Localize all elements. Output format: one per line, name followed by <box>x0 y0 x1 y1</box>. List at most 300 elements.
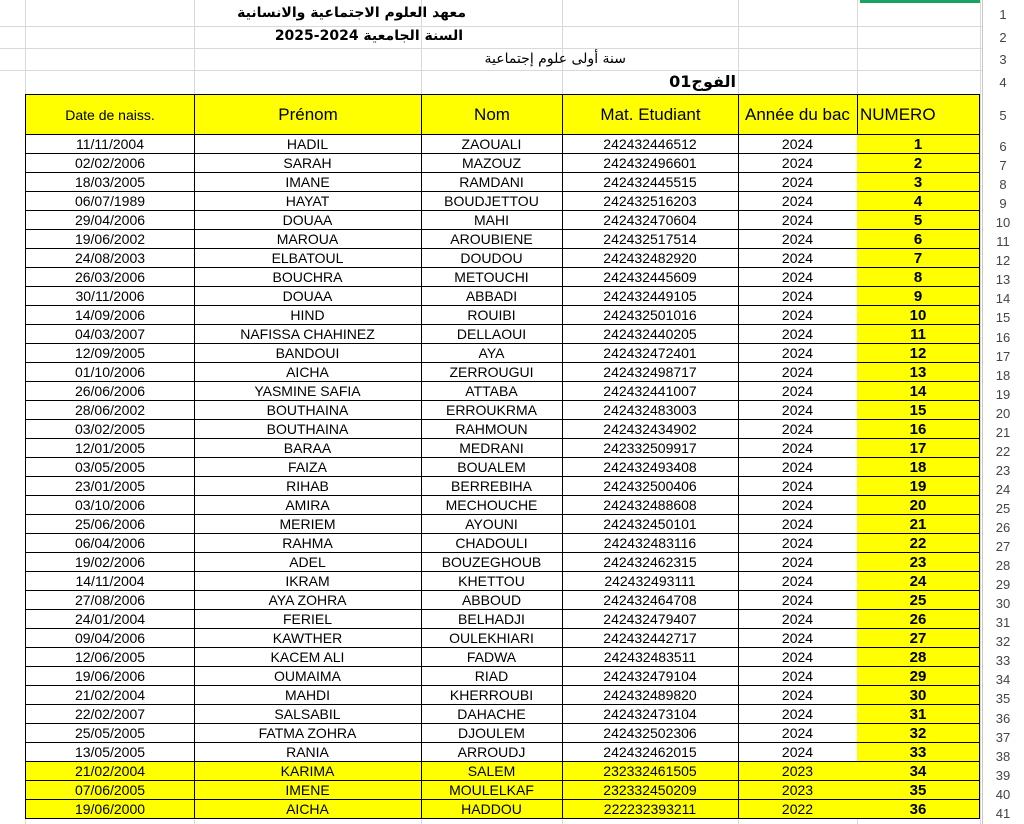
row-number[interactable]: 33 <box>995 653 1011 669</box>
cell-prenom[interactable]: DOUAA <box>194 287 422 306</box>
table-row[interactable] <box>25 705 980 724</box>
cell-date-de-naissance[interactable]: 21/02/2004 <box>25 762 195 781</box>
cell-annee-bac[interactable]: 2024 <box>738 515 858 534</box>
cell-numero[interactable]: 8 <box>857 268 980 287</box>
cell-numero[interactable]: 32 <box>857 724 980 743</box>
cell-nom[interactable]: ROUIBI <box>421 306 563 325</box>
row-number[interactable]: 30 <box>995 596 1011 612</box>
cell-prenom[interactable]: KARIMA <box>194 762 422 781</box>
row-number[interactable]: 32 <box>995 634 1011 650</box>
cell-date-de-naissance[interactable]: 21/02/2004 <box>25 686 195 705</box>
cell-nom[interactable]: AYOUNI <box>421 515 563 534</box>
cell-date-de-naissance[interactable]: 14/11/2004 <box>25 572 195 591</box>
cell-matricule[interactable]: 242432445515 <box>562 173 739 192</box>
cell-nom[interactable]: ERROUKRMA <box>421 401 563 420</box>
cell-matricule[interactable]: 242432449105 <box>562 287 739 306</box>
cell-date-de-naissance[interactable]: 18/03/2005 <box>25 173 195 192</box>
table-row[interactable] <box>25 211 980 230</box>
cell-matricule[interactable]: 242432483511 <box>562 648 739 667</box>
row-number[interactable]: 38 <box>995 748 1011 764</box>
row-number[interactable]: 39 <box>995 767 1011 783</box>
cell-annee-bac[interactable]: 2024 <box>738 705 858 724</box>
cell-annee-bac[interactable]: 2023 <box>738 781 858 800</box>
cell-annee-bac[interactable]: 2024 <box>738 268 858 287</box>
row-number[interactable]: 24 <box>995 481 1011 497</box>
institute-title[interactable]: معهد العلوم الاجتماعية والانسانية <box>237 5 466 21</box>
row-number[interactable]: 1 <box>999 7 1007 22</box>
cell-numero[interactable]: 19 <box>857 477 980 496</box>
cell-matricule[interactable]: 242432489820 <box>562 686 739 705</box>
header-numero[interactable]: NUMERO <box>857 94 980 135</box>
cell-date-de-naissance[interactable]: 23/01/2005 <box>25 477 195 496</box>
table-row[interactable] <box>25 629 980 648</box>
cell-matricule[interactable]: 242432434902 <box>562 420 739 439</box>
cell-prenom[interactable]: RANIA <box>194 743 422 762</box>
cell-date-de-naissance[interactable]: 19/02/2006 <box>25 553 195 572</box>
cell-numero[interactable]: 27 <box>857 629 980 648</box>
cell-matricule[interactable]: 242432446512 <box>562 135 739 154</box>
cell-date-de-naissance[interactable]: 29/04/2006 <box>25 211 195 230</box>
cell-date-de-naissance[interactable]: 11/11/2004 <box>25 135 195 154</box>
cell-annee-bac[interactable]: 2024 <box>738 211 858 230</box>
cell-nom[interactable]: MECHOUCHE <box>421 496 563 515</box>
cell-numero[interactable]: 33 <box>857 743 980 762</box>
table-row[interactable] <box>25 762 980 781</box>
cell-date-de-naissance[interactable]: 03/10/2006 <box>25 496 195 515</box>
cell-matricule[interactable]: 242432502306 <box>562 724 739 743</box>
cell-matricule[interactable]: 242432496601 <box>562 154 739 173</box>
row-number[interactable]: 40 <box>995 786 1011 802</box>
cell-matricule[interactable]: 242432462015 <box>562 743 739 762</box>
cell-prenom[interactable]: BOUTHAINA <box>194 401 422 420</box>
cell-annee-bac[interactable]: 2024 <box>738 382 858 401</box>
cell-prenom[interactable]: MERIEM <box>194 515 422 534</box>
cell-prenom[interactable]: HIND <box>194 306 422 325</box>
cell-matricule[interactable]: 242432441007 <box>562 382 739 401</box>
cell-nom[interactable]: KHERROUBI <box>421 686 563 705</box>
cell-prenom[interactable]: YASMINE SAFIA <box>194 382 422 401</box>
cell-numero[interactable]: 2 <box>857 154 980 173</box>
cell-numero[interactable]: 30 <box>857 686 980 705</box>
cell-date-de-naissance[interactable]: 12/09/2005 <box>25 344 195 363</box>
cell-annee-bac[interactable]: 2024 <box>738 344 858 363</box>
cell-date-de-naissance[interactable]: 03/02/2005 <box>25 420 195 439</box>
cell-nom[interactable]: BOUDJETTOU <box>421 192 563 211</box>
cell-date-de-naissance[interactable]: 12/06/2005 <box>25 648 195 667</box>
cell-numero[interactable]: 1 <box>857 135 980 154</box>
cell-prenom[interactable]: SALSABIL <box>194 705 422 724</box>
row-number[interactable]: 36 <box>995 710 1011 726</box>
cell-annee-bac[interactable]: 2024 <box>738 306 858 325</box>
cell-date-de-naissance[interactable]: 04/03/2007 <box>25 325 195 344</box>
cell-annee-bac[interactable]: 2024 <box>738 363 858 382</box>
cell-prenom[interactable]: ADEL <box>194 553 422 572</box>
table-row[interactable] <box>25 401 980 420</box>
cell-annee-bac[interactable]: 2024 <box>738 230 858 249</box>
cell-annee-bac[interactable]: 2024 <box>738 496 858 515</box>
cell-nom[interactable]: SALEM <box>421 762 563 781</box>
cell-prenom[interactable]: AYA ZOHRA <box>194 591 422 610</box>
cell-prenom[interactable]: MAROUA <box>194 230 422 249</box>
row-number[interactable]: 21 <box>995 424 1011 440</box>
cell-numero[interactable]: 24 <box>857 572 980 591</box>
cell-numero[interactable]: 26 <box>857 610 980 629</box>
cell-prenom[interactable]: FERIEL <box>194 610 422 629</box>
cell-prenom[interactable]: KAWTHER <box>194 629 422 648</box>
cell-nom[interactable]: AYA <box>421 344 563 363</box>
row-number[interactable]: 2 <box>999 30 1007 45</box>
cell-numero[interactable]: 31 <box>857 705 980 724</box>
row-number[interactable]: 9 <box>999 196 1007 212</box>
cell-annee-bac[interactable]: 2024 <box>738 572 858 591</box>
cell-prenom[interactable]: IMENE <box>194 781 422 800</box>
cell-numero[interactable]: 17 <box>857 439 980 458</box>
table-row[interactable] <box>25 230 980 249</box>
table-row[interactable] <box>25 344 980 363</box>
cell-annee-bac[interactable]: 2024 <box>738 249 858 268</box>
row-number[interactable]: 16 <box>995 329 1011 345</box>
cell-numero[interactable]: 10 <box>857 306 980 325</box>
cell-date-de-naissance[interactable]: 22/02/2007 <box>25 705 195 724</box>
cell-matricule[interactable]: 242332509917 <box>562 439 739 458</box>
row-number[interactable]: 8 <box>999 177 1007 193</box>
cell-prenom[interactable]: RAHMA <box>194 534 422 553</box>
cell-nom[interactable]: METOUCHI <box>421 268 563 287</box>
table-row[interactable] <box>25 496 980 515</box>
cell-nom[interactable]: FADWA <box>421 648 563 667</box>
cell-numero[interactable]: 28 <box>857 648 980 667</box>
cell-prenom[interactable]: FATMA ZOHRA <box>194 724 422 743</box>
cell-nom[interactable]: RIAD <box>421 667 563 686</box>
row-number[interactable]: 28 <box>995 558 1011 574</box>
table-row[interactable] <box>25 287 980 306</box>
cell-date-de-naissance[interactable]: 06/04/2006 <box>25 534 195 553</box>
cell-numero[interactable]: 9 <box>857 287 980 306</box>
cell-numero[interactable]: 12 <box>857 344 980 363</box>
header-date-de-naissance[interactable]: Date de naiss. <box>25 94 195 135</box>
cell-date-de-naissance[interactable]: 07/06/2005 <box>25 781 195 800</box>
cell-matricule[interactable]: 242432488608 <box>562 496 739 515</box>
cell-matricule[interactable]: 242432498717 <box>562 363 739 382</box>
row-number[interactable]: 17 <box>995 348 1011 364</box>
cell-prenom[interactable]: AICHA <box>194 363 422 382</box>
level-title[interactable]: سنة أولى علوم إجتماعية <box>484 51 626 67</box>
row-number[interactable]: 7 <box>999 158 1007 174</box>
cell-prenom[interactable]: BOUCHRA <box>194 268 422 287</box>
cell-nom[interactable]: BERREBIHA <box>421 477 563 496</box>
cell-numero[interactable]: 18 <box>857 458 980 477</box>
cell-date-de-naissance[interactable]: 01/10/2006 <box>25 363 195 382</box>
cell-nom[interactable]: BOUALEM <box>421 458 563 477</box>
header-matricule[interactable]: Mat. Etudiant <box>562 94 739 135</box>
cell-numero[interactable]: 20 <box>857 496 980 515</box>
cell-date-de-naissance[interactable]: 26/06/2006 <box>25 382 195 401</box>
row-number[interactable]: 10 <box>995 215 1011 231</box>
row-number[interactable]: 14 <box>995 291 1011 307</box>
cell-nom[interactable]: DELLAOUI <box>421 325 563 344</box>
table-row[interactable] <box>25 439 980 458</box>
cell-date-de-naissance[interactable]: 09/04/2006 <box>25 629 195 648</box>
row-number[interactable]: 18 <box>995 367 1011 383</box>
header-prenom[interactable]: Prénom <box>194 94 422 135</box>
table-row[interactable] <box>25 173 980 192</box>
cell-matricule[interactable]: 242432516203 <box>562 192 739 211</box>
cell-matricule[interactable]: 242432450101 <box>562 515 739 534</box>
cell-date-de-naissance[interactable]: 25/05/2005 <box>25 724 195 743</box>
cell-annee-bac[interactable]: 2024 <box>738 686 858 705</box>
cell-nom[interactable]: MAZOUZ <box>421 154 563 173</box>
cell-nom[interactable]: ABBOUD <box>421 591 563 610</box>
row-number[interactable]: 4 <box>999 75 1007 90</box>
cell-annee-bac[interactable]: 2022 <box>738 800 858 819</box>
table-row[interactable] <box>25 553 980 572</box>
cell-date-de-naissance[interactable]: 28/06/2002 <box>25 401 195 420</box>
cell-prenom[interactable]: RIHAB <box>194 477 422 496</box>
row-number[interactable]: 27 <box>995 539 1011 555</box>
cell-annee-bac[interactable]: 2024 <box>738 629 858 648</box>
cell-annee-bac[interactable]: 2024 <box>738 287 858 306</box>
cell-annee-bac[interactable]: 2024 <box>738 420 858 439</box>
table-row[interactable] <box>25 458 980 477</box>
cell-prenom[interactable]: DOUAA <box>194 211 422 230</box>
cell-matricule[interactable]: 242432473104 <box>562 705 739 724</box>
cell-annee-bac[interactable]: 2024 <box>738 401 858 420</box>
cell-annee-bac[interactable]: 2023 <box>738 762 858 781</box>
cell-nom[interactable]: BOUZEGHOUB <box>421 553 563 572</box>
cell-matricule[interactable]: 242432479104 <box>562 667 739 686</box>
row-number[interactable]: 22 <box>995 443 1011 459</box>
cell-date-de-naissance[interactable]: 19/06/2002 <box>25 230 195 249</box>
table-row[interactable] <box>25 249 980 268</box>
cell-annee-bac[interactable]: 2024 <box>738 743 858 762</box>
cell-nom[interactable]: BELHADJI <box>421 610 563 629</box>
cell-numero[interactable]: 34 <box>857 762 980 781</box>
cell-matricule[interactable]: 242432445609 <box>562 268 739 287</box>
cell-annee-bac[interactable]: 2024 <box>738 553 858 572</box>
cell-annee-bac[interactable]: 2024 <box>738 591 858 610</box>
cell-prenom[interactable]: KACEM ALI <box>194 648 422 667</box>
row-number[interactable]: 41 <box>995 805 1011 821</box>
cell-nom[interactable]: MEDRANI <box>421 439 563 458</box>
row-number[interactable]: 23 <box>995 462 1011 478</box>
cell-annee-bac[interactable]: 2024 <box>738 610 858 629</box>
cell-annee-bac[interactable]: 2024 <box>738 477 858 496</box>
cell-date-de-naissance[interactable]: 14/09/2006 <box>25 306 195 325</box>
table-row[interactable] <box>25 781 980 800</box>
cell-numero[interactable]: 23 <box>857 553 980 572</box>
cell-nom[interactable]: MAHI <box>421 211 563 230</box>
cell-numero[interactable]: 21 <box>857 515 980 534</box>
row-number[interactable]: 37 <box>995 729 1011 745</box>
cell-nom[interactable]: ZERROUGUI <box>421 363 563 382</box>
cell-nom[interactable]: DOUDOU <box>421 249 563 268</box>
row-number[interactable]: 15 <box>995 310 1011 326</box>
row-number[interactable]: 12 <box>995 253 1011 269</box>
cell-prenom[interactable]: IMANE <box>194 173 422 192</box>
row-number[interactable]: 13 <box>995 272 1011 288</box>
cell-nom[interactable]: DAHACHE <box>421 705 563 724</box>
cell-date-de-naissance[interactable]: 27/08/2006 <box>25 591 195 610</box>
cell-numero[interactable]: 16 <box>857 420 980 439</box>
cell-numero[interactable]: 5 <box>857 211 980 230</box>
cell-matricule[interactable]: 242432442717 <box>562 629 739 648</box>
cell-prenom[interactable]: HAYAT <box>194 192 422 211</box>
cell-numero[interactable]: 3 <box>857 173 980 192</box>
cell-nom[interactable]: DJOULEM <box>421 724 563 743</box>
cell-nom[interactable]: RAHMOUN <box>421 420 563 439</box>
table-row[interactable] <box>25 154 980 173</box>
header-nom[interactable]: Nom <box>421 94 563 135</box>
cell-numero[interactable]: 7 <box>857 249 980 268</box>
cell-prenom[interactable]: SARAH <box>194 154 422 173</box>
cell-numero[interactable]: 15 <box>857 401 980 420</box>
cell-nom[interactable]: ZAOUALI <box>421 135 563 154</box>
cell-numero[interactable]: 22 <box>857 534 980 553</box>
cell-date-de-naissance[interactable]: 24/08/2003 <box>25 249 195 268</box>
cell-prenom[interactable]: IKRAM <box>194 572 422 591</box>
cell-annee-bac[interactable]: 2024 <box>738 667 858 686</box>
row-number[interactable]: 31 <box>995 615 1011 631</box>
row-number[interactable]: 25 <box>995 500 1011 516</box>
cell-date-de-naissance[interactable]: 02/02/2006 <box>25 154 195 173</box>
academic-year[interactable]: السنة الجامعية 2024-2025 <box>274 28 463 44</box>
cell-numero[interactable]: 14 <box>857 382 980 401</box>
cell-nom[interactable]: RAMDANI <box>421 173 563 192</box>
cell-annee-bac[interactable]: 2024 <box>738 154 858 173</box>
table-row[interactable] <box>25 667 980 686</box>
cell-matricule[interactable]: 242432493111 <box>562 572 739 591</box>
row-number[interactable]: 11 <box>996 234 1010 250</box>
cell-prenom[interactable]: MAHDI <box>194 686 422 705</box>
cell-matricule[interactable]: 232332450209 <box>562 781 739 800</box>
cell-numero[interactable]: 13 <box>857 363 980 382</box>
row-number[interactable]: 6 <box>999 139 1007 154</box>
cell-prenom[interactable]: BANDOUI <box>194 344 422 363</box>
group-title[interactable]: الفوج01 <box>669 72 736 91</box>
cell-matricule[interactable]: 242432464708 <box>562 591 739 610</box>
table-row[interactable] <box>25 363 980 382</box>
table-row[interactable] <box>25 477 980 496</box>
table-row[interactable] <box>25 268 980 287</box>
cell-matricule[interactable]: 232332461505 <box>562 762 739 781</box>
table-row[interactable] <box>25 306 980 325</box>
cell-matricule[interactable]: 242432483003 <box>562 401 739 420</box>
cell-matricule[interactable]: 242432470604 <box>562 211 739 230</box>
cell-annee-bac[interactable]: 2024 <box>738 325 858 344</box>
cell-numero[interactable]: 11 <box>857 325 980 344</box>
cell-nom[interactable]: ARROUDJ <box>421 743 563 762</box>
table-row[interactable] <box>25 325 980 344</box>
cell-nom[interactable]: KHETTOU <box>421 572 563 591</box>
cell-matricule[interactable]: 242432493408 <box>562 458 739 477</box>
cell-matricule[interactable]: 242432462315 <box>562 553 739 572</box>
cell-numero[interactable]: 4 <box>857 192 980 211</box>
header-annee-bac[interactable]: Année du bac <box>738 94 858 135</box>
cell-prenom[interactable]: NAFISSA CHAHINEZ <box>194 325 422 344</box>
cell-date-de-naissance[interactable]: 19/06/2006 <box>25 667 195 686</box>
table-row[interactable] <box>25 534 980 553</box>
cell-matricule[interactable]: 242432517514 <box>562 230 739 249</box>
cell-matricule[interactable]: 242432479407 <box>562 610 739 629</box>
cell-prenom[interactable]: BOUTHAINA <box>194 420 422 439</box>
table-row[interactable] <box>25 686 980 705</box>
cell-date-de-naissance[interactable]: 30/11/2006 <box>25 287 195 306</box>
cell-nom[interactable]: CHADOULI <box>421 534 563 553</box>
cell-matricule[interactable]: 242432501016 <box>562 306 739 325</box>
row-number[interactable]: 26 <box>995 520 1011 535</box>
cell-annee-bac[interactable]: 2024 <box>738 192 858 211</box>
table-row[interactable] <box>25 420 980 439</box>
cell-date-de-naissance[interactable]: 25/06/2006 <box>25 515 195 534</box>
table-row[interactable] <box>25 610 980 629</box>
cell-date-de-naissance[interactable]: 24/01/2004 <box>25 610 195 629</box>
cell-matricule[interactable]: 242432482920 <box>562 249 739 268</box>
row-number[interactable]: 35 <box>995 691 1011 707</box>
cell-annee-bac[interactable]: 2024 <box>738 724 858 743</box>
cell-numero[interactable]: 36 <box>857 800 980 819</box>
cell-prenom[interactable]: AMIRA <box>194 496 422 515</box>
table-row[interactable] <box>25 192 980 211</box>
cell-nom[interactable]: HADDOU <box>421 800 563 819</box>
cell-annee-bac[interactable]: 2024 <box>738 173 858 192</box>
cell-numero[interactable]: 25 <box>857 591 980 610</box>
cell-nom[interactable]: OULEKHIARI <box>421 629 563 648</box>
cell-nom[interactable]: MOULELKAF <box>421 781 563 800</box>
row-number[interactable]: 5 <box>999 108 1007 123</box>
cell-prenom[interactable]: FAIZA <box>194 458 422 477</box>
table-row[interactable] <box>25 515 980 534</box>
table-row[interactable] <box>25 724 980 743</box>
row-number[interactable]: 34 <box>995 672 1011 688</box>
cell-prenom[interactable]: HADIL <box>194 135 422 154</box>
cell-numero[interactable]: 6 <box>857 230 980 249</box>
cell-prenom[interactable]: ELBATOUL <box>194 249 422 268</box>
cell-nom[interactable]: ABBADI <box>421 287 563 306</box>
table-row[interactable] <box>25 800 980 819</box>
cell-annee-bac[interactable]: 2024 <box>738 439 858 458</box>
cell-prenom[interactable]: OUMAIMA <box>194 667 422 686</box>
cell-prenom[interactable]: BARAA <box>194 439 422 458</box>
row-number[interactable]: 3 <box>999 52 1007 67</box>
cell-matricule[interactable]: 242432440205 <box>562 325 739 344</box>
table-row[interactable] <box>25 591 980 610</box>
cell-numero[interactable]: 29 <box>857 667 980 686</box>
cell-matricule[interactable]: 242432483116 <box>562 534 739 553</box>
cell-annee-bac[interactable]: 2024 <box>738 135 858 154</box>
cell-annee-bac[interactable]: 2024 <box>738 534 858 553</box>
cell-date-de-naissance[interactable]: 12/01/2005 <box>25 439 195 458</box>
table-row[interactable] <box>25 135 980 154</box>
cell-annee-bac[interactable]: 2024 <box>738 458 858 477</box>
cell-numero[interactable]: 35 <box>857 781 980 800</box>
cell-matricule[interactable]: 242432472401 <box>562 344 739 363</box>
cell-date-de-naissance[interactable]: 13/05/2005 <box>25 743 195 762</box>
table-row[interactable] <box>25 648 980 667</box>
row-number[interactable]: 20 <box>995 405 1011 421</box>
table-row[interactable] <box>25 743 980 762</box>
row-number[interactable]: 19 <box>995 386 1011 402</box>
cell-matricule[interactable]: 242432500406 <box>562 477 739 496</box>
table-row[interactable] <box>25 572 980 591</box>
cell-nom[interactable]: ATTABA <box>421 382 563 401</box>
cell-matricule[interactable]: 222232393211 <box>562 800 739 819</box>
cell-date-de-naissance[interactable]: 19/06/2000 <box>25 800 195 819</box>
row-number[interactable]: 29 <box>995 577 1011 593</box>
table-row[interactable] <box>25 382 980 401</box>
cell-date-de-naissance[interactable]: 03/05/2005 <box>25 458 195 477</box>
cell-nom[interactable]: AROUBIENE <box>421 230 563 249</box>
cell-date-de-naissance[interactable]: 26/03/2006 <box>25 268 195 287</box>
